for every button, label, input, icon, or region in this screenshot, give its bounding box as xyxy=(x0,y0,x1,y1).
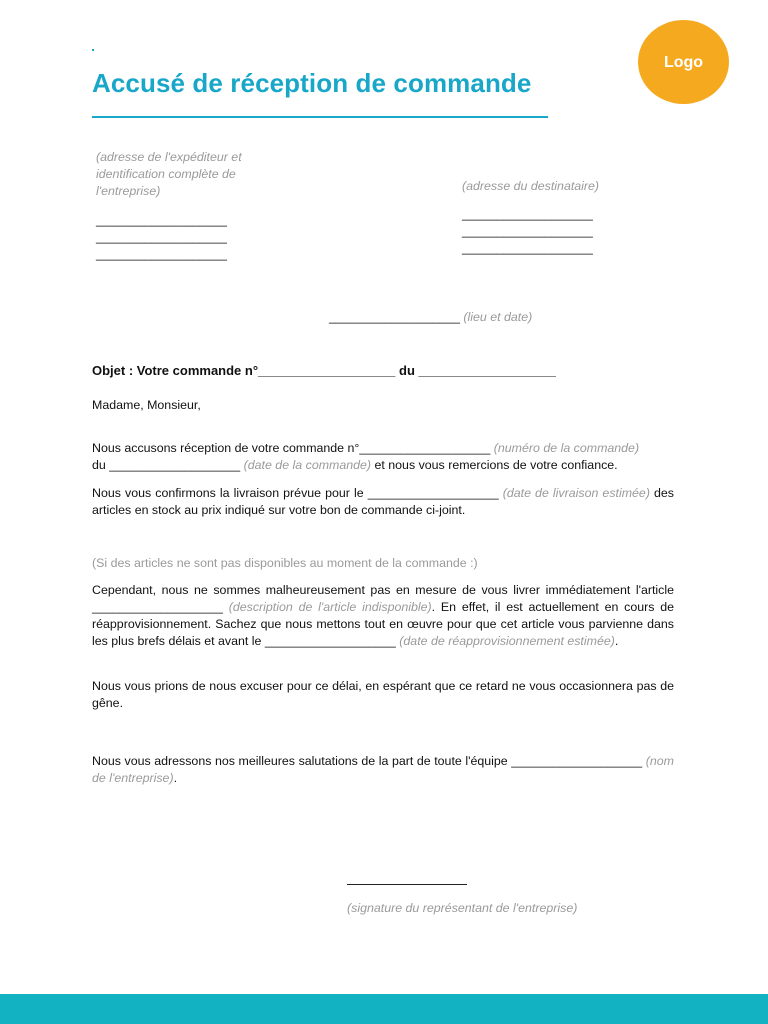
p5-text-a: Nous vous adressons nos meilleures salutations de la part de toute l'équipe xyxy=(92,754,512,768)
sender-line-2: ___________________ xyxy=(96,230,227,244)
paragraph-acknowledgement xyxy=(92,440,674,474)
place-date-blank: ___________________ xyxy=(329,310,460,324)
document-title: Accusé de réception de commande xyxy=(92,68,532,98)
p3-text-a: Cependant, nous ne sommes malheureusement pas en mesure de vous livrer immédiatement l'article xyxy=(92,583,674,597)
place-date-line xyxy=(329,309,532,326)
logo-label: Logo xyxy=(663,53,704,71)
p1-text-b: du xyxy=(92,458,110,472)
signature-line xyxy=(347,884,467,885)
paragraph-apology: Nous vous prions de nous excuser pour ce délai, en espérant que ce retard ne vous occasionnera pas de gêne. xyxy=(92,679,674,710)
salutation: Madame, Monsieur, xyxy=(92,398,201,412)
object-prefix: Objet : Votre commande n° xyxy=(92,363,259,378)
title-underline xyxy=(92,116,548,118)
p3-hint-article: (description de l'article indisponible) xyxy=(228,600,432,614)
p3-text-b: . En effet, il est actuellement en cours de réapprovisionnement. Sachez que nous mettons tout en œuvre pour que cet article vous parvienne dans les plus brefs délais et avant le xyxy=(92,600,674,648)
signature-hint: (signature du représentant de l'entreprise) xyxy=(347,901,578,915)
p1-text-c: et nous vous remercions de votre confiance. xyxy=(371,458,618,472)
p5-company-blank: ___________________ xyxy=(511,754,643,768)
decorative-dot xyxy=(92,49,94,51)
p5-text-b: . xyxy=(173,771,178,785)
sender-address-block xyxy=(96,149,271,263)
sender-line-3: ___________________ xyxy=(96,247,227,261)
paragraph-closing xyxy=(92,753,674,787)
order-date-blank: ___________________ xyxy=(418,363,556,378)
p1-hint-order-number: (numéro de la commande) xyxy=(493,441,640,455)
paragraph-delivery xyxy=(92,485,674,519)
p1-text-a: Nous accusons réception de votre commande n° xyxy=(92,441,360,455)
conditional-hint: (Si des articles ne sont pas disponibles au moment de la commande :) xyxy=(92,556,478,570)
p3-text-c: . xyxy=(614,634,619,648)
recipient-line-1: ___________________ xyxy=(462,207,593,221)
recipient-address-block xyxy=(462,178,662,257)
p2-delivery-date-blank: ___________________ xyxy=(367,486,499,500)
place-date-hint: (lieu et date) xyxy=(463,310,533,324)
p5-hint-company: (nom de l'entreprise) xyxy=(92,754,674,785)
p1-order-number-blank: ___________________ xyxy=(359,441,491,455)
sender-hint: (adresse de l'expéditeur et identification complète de l'entreprise) xyxy=(96,150,242,198)
paragraph-unavailable xyxy=(92,582,674,650)
p2-text-a: Nous vous confirmons la livraison prévue pour le xyxy=(92,486,368,500)
company-logo xyxy=(638,20,729,104)
object-line xyxy=(92,362,556,379)
p3-article-blank: ___________________ xyxy=(92,600,223,614)
order-number-blank: ___________________ xyxy=(258,363,396,378)
object-middle: du xyxy=(395,363,419,378)
p3-hint-restock-date: (date de réapprovisionnement estimée) xyxy=(399,634,615,648)
p2-text-b: des articles en stock au prix indiqué sur votre bon de commande ci-joint. xyxy=(92,486,675,517)
p3-restock-date-blank: ___________________ xyxy=(264,634,396,648)
recipient-hint: (adresse du destinataire) xyxy=(462,179,600,193)
recipient-line-2: ___________________ xyxy=(462,224,593,238)
p2-hint-delivery-date: (date de livraison estimée) xyxy=(502,486,650,500)
sender-line-1: ___________________ xyxy=(96,213,227,227)
p1-hint-order-date: (date de la commande) xyxy=(243,458,372,472)
p1-order-date-blank: ___________________ xyxy=(109,458,241,472)
recipient-line-3: ___________________ xyxy=(462,241,593,255)
footer-bar xyxy=(0,994,768,1024)
